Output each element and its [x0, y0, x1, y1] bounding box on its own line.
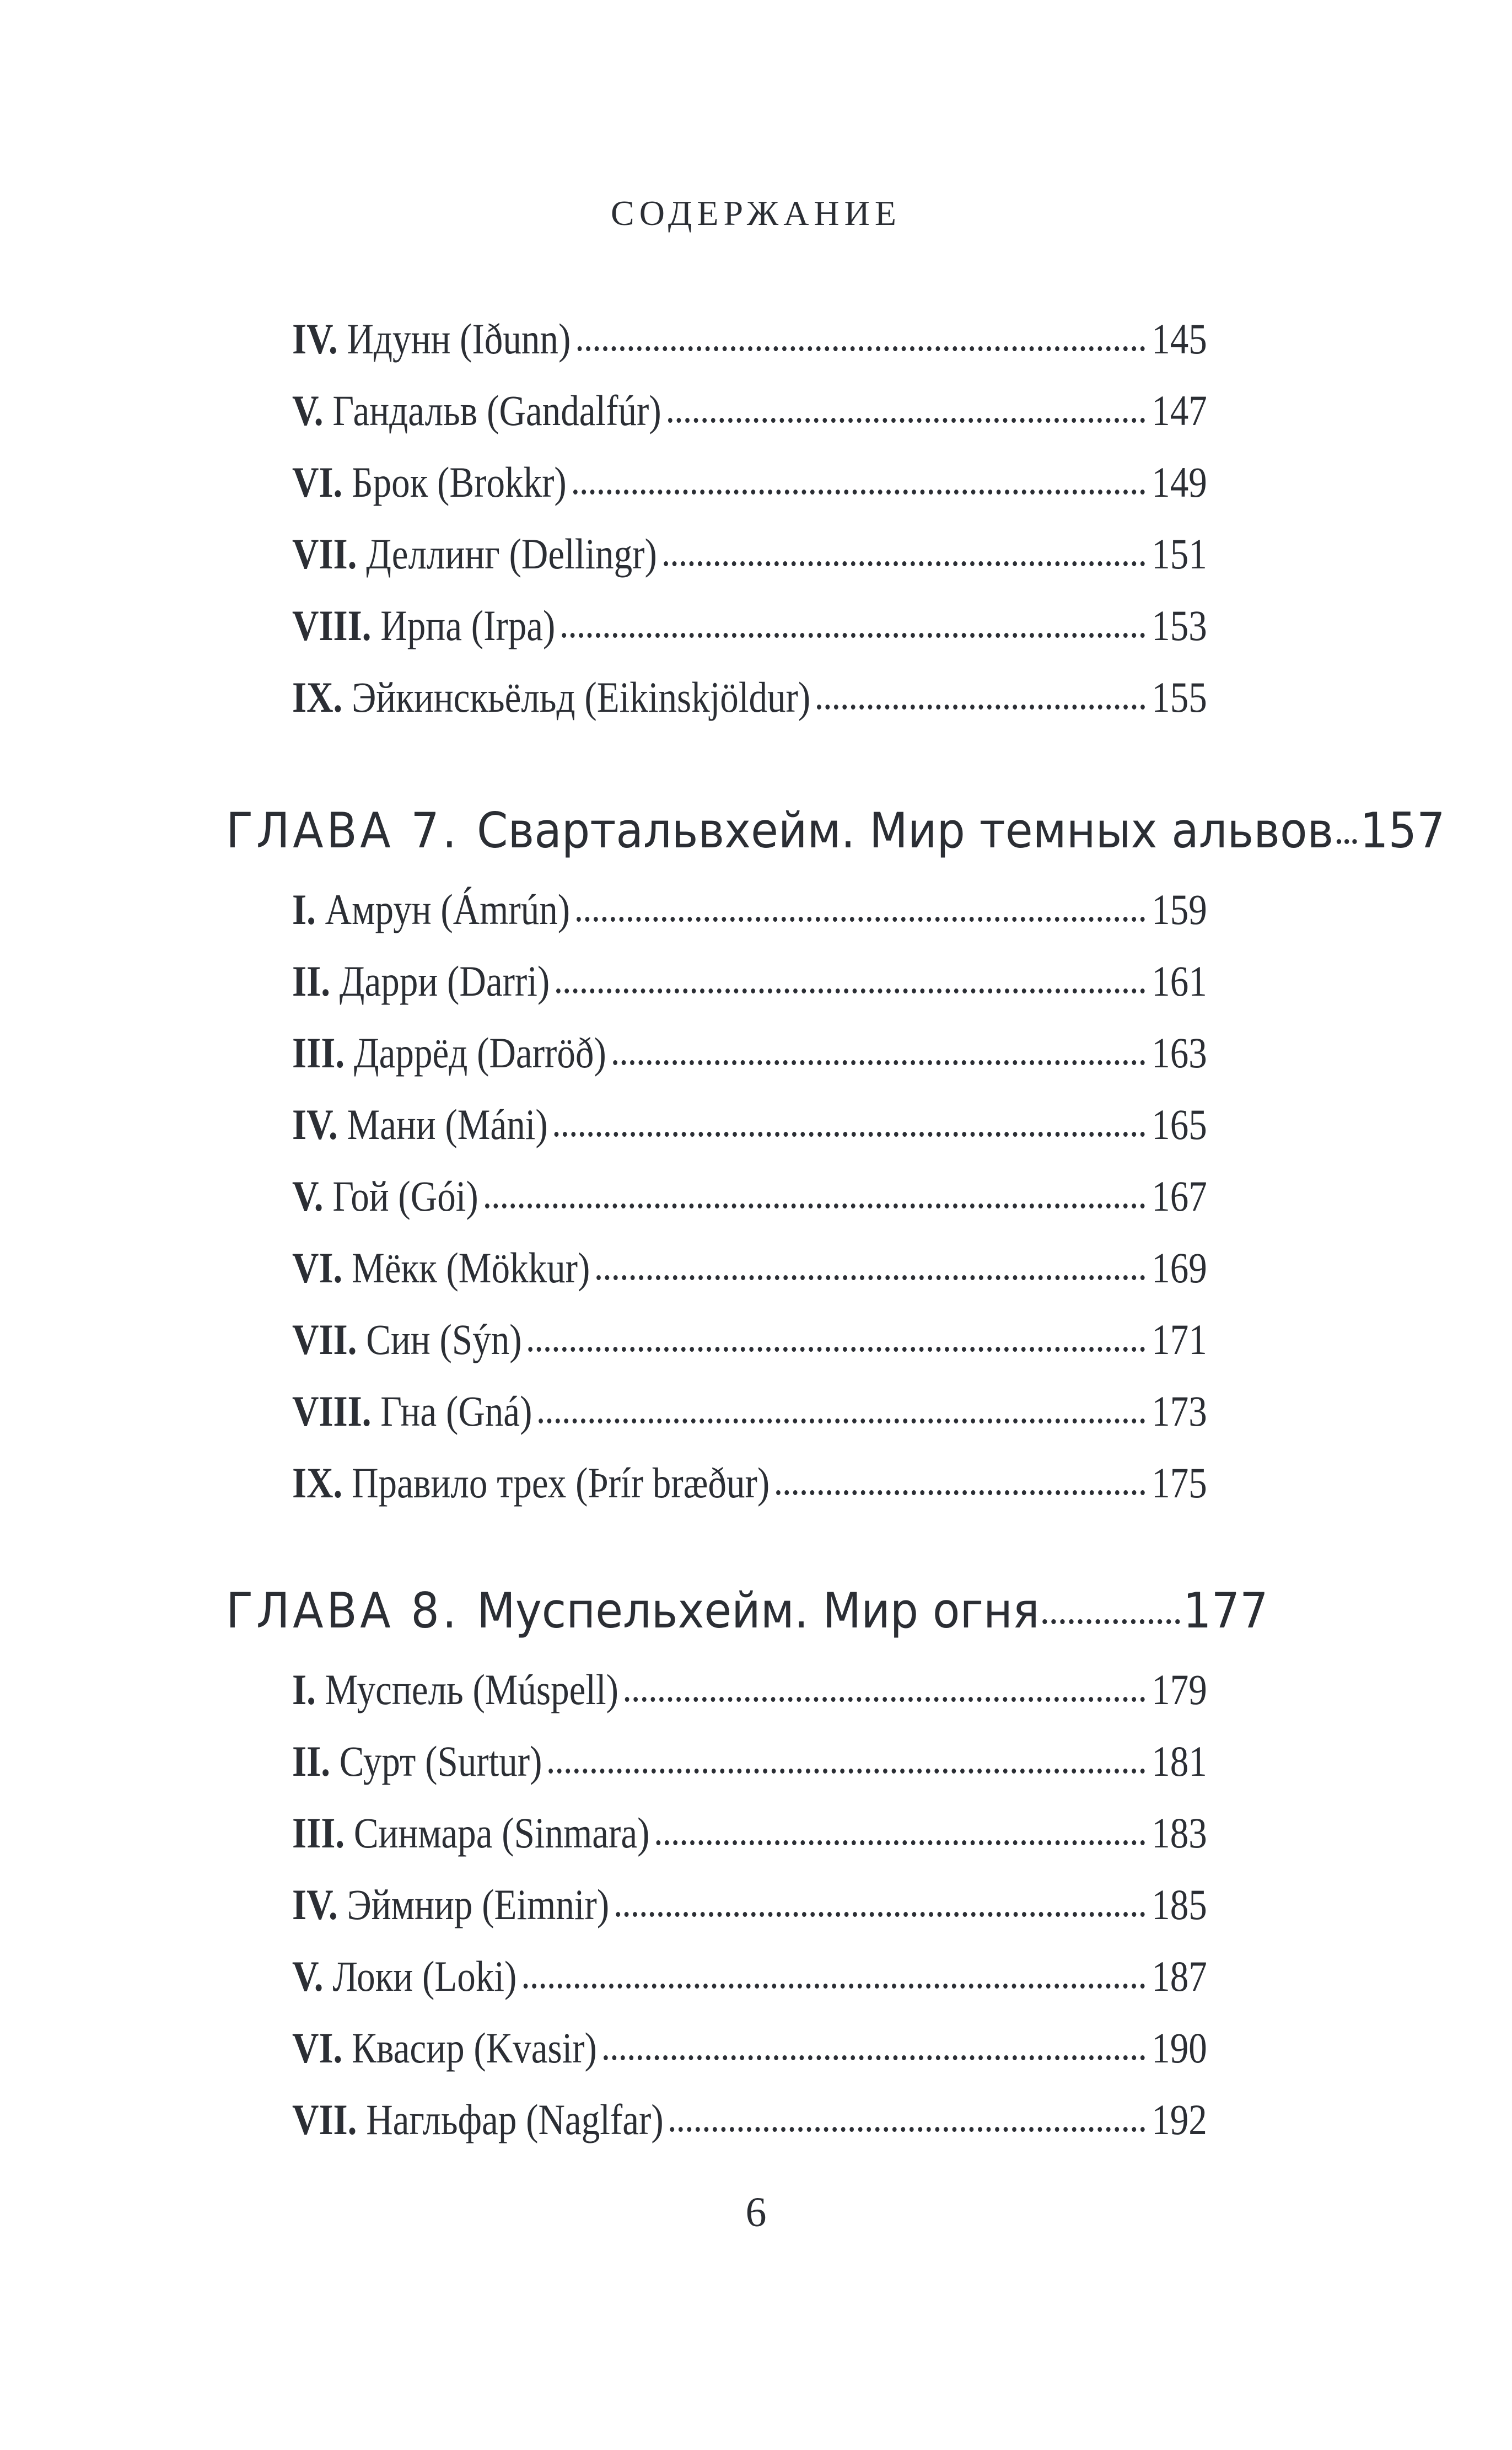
- entry-page: 179: [1152, 1665, 1207, 1713]
- dot-leader: [523, 1984, 1145, 1989]
- dot-leader: [668, 418, 1145, 423]
- toc-entry[interactable]: [292, 957, 1207, 1012]
- dot-leader: [625, 1697, 1145, 1702]
- entry-number: V.: [292, 1172, 324, 1220]
- entry-title: Правило трех (Þrír bræður): [352, 1459, 770, 1507]
- toc-entry[interactable]: [292, 314, 1207, 369]
- entry-page: 159: [1152, 885, 1207, 933]
- entry-title: Локи (Loki): [332, 1952, 517, 2000]
- dot-leader: [604, 2055, 1145, 2060]
- entry-number: II.: [292, 957, 330, 1005]
- dot-leader: [562, 633, 1145, 638]
- dot-leader: [596, 1275, 1145, 1280]
- entry-page: 149: [1152, 458, 1207, 506]
- running-head: СОДЕРЖАНИЕ: [611, 194, 901, 233]
- toc-entry[interactable]: [292, 1243, 1207, 1298]
- toc-entry[interactable]: [292, 386, 1207, 441]
- toc-entry[interactable]: [292, 1458, 1207, 1513]
- dot-leader: [573, 490, 1145, 495]
- entry-page: 163: [1152, 1029, 1207, 1077]
- entry-title: Деллинг (Dellingr): [366, 530, 657, 578]
- toc-entry[interactable]: [292, 1387, 1207, 1442]
- toc-entry[interactable]: [292, 1808, 1207, 1863]
- entry-page: 167: [1152, 1172, 1207, 1220]
- entry-number: VIII.: [292, 601, 372, 649]
- entry-title: Синмара (Sinmara): [353, 1809, 650, 1857]
- entry-number: VII.: [292, 530, 357, 578]
- chapter-title: Свартальвхейм. Мир темных альвов: [476, 802, 1334, 859]
- entry-page: 155: [1152, 673, 1207, 721]
- entry-title: Мёкк (Mökkur): [352, 1244, 590, 1292]
- dot-leader: [1337, 839, 1357, 844]
- entry-page: 169: [1152, 1244, 1207, 1292]
- dot-leader: [556, 988, 1145, 993]
- entry-title: Брок (Brokkr): [352, 458, 567, 506]
- entry-title: Гандальв (Gandalfúr): [332, 386, 661, 434]
- toc-entry[interactable]: [292, 1028, 1207, 1083]
- entry-title: Муспель (Múspell): [325, 1665, 619, 1713]
- dot-leader: [670, 2127, 1145, 2132]
- entry-page: 161: [1152, 957, 1207, 1005]
- entry-number: VI.: [292, 458, 343, 506]
- dot-leader: [485, 1203, 1145, 1208]
- dot-leader: [657, 1840, 1145, 1845]
- entry-page: 187: [1152, 1952, 1207, 2000]
- entry-number: III.: [292, 1029, 345, 1077]
- chapter-page: 157: [1360, 802, 1445, 859]
- chapter-title: Муспельхейм. Мир огня: [476, 1582, 1040, 1639]
- entry-title: Даррёд (Darröð): [353, 1029, 606, 1077]
- entry-number: VI.: [292, 2024, 343, 2072]
- entry-title: Дарри (Darri): [339, 957, 550, 1005]
- dot-leader: [529, 1347, 1145, 1352]
- entry-title: Гой (Gói): [332, 1172, 478, 1220]
- entry-page: 183: [1152, 1809, 1207, 1857]
- entry-title: Эймнир (Eimnir): [347, 1881, 610, 1928]
- page-number: 6: [745, 2189, 767, 2236]
- entry-title: Син (Sýn): [366, 1315, 522, 1363]
- entry-title: Сурт (Surtur): [339, 1737, 542, 1785]
- entry-page: 185: [1152, 1881, 1207, 1928]
- chapter-label: ГЛАВА 8.: [226, 1582, 460, 1639]
- entry-title: Нагльфар (Naglfar): [366, 2096, 664, 2143]
- entry-number: V.: [292, 1952, 324, 2000]
- entry-page: 192: [1152, 2096, 1207, 2143]
- toc-entry[interactable]: [292, 1952, 1207, 2007]
- entry-number: IV.: [292, 1881, 338, 1928]
- toc-entry[interactable]: [292, 1100, 1207, 1155]
- entry-page: 165: [1152, 1100, 1207, 1148]
- dot-leader: [549, 1769, 1145, 1774]
- entry-number: I.: [292, 1665, 316, 1713]
- dot-leader: [817, 705, 1145, 710]
- entry-page: 147: [1152, 386, 1207, 434]
- entry-number: IX.: [292, 1459, 343, 1507]
- dot-leader: [664, 561, 1145, 566]
- entry-number: VIII.: [292, 1387, 372, 1435]
- toc-entry[interactable]: [292, 885, 1207, 940]
- entry-title: Мани (Máni): [347, 1100, 548, 1148]
- entry-number: V.: [292, 386, 324, 434]
- dot-leader: [776, 1490, 1145, 1495]
- toc-entry[interactable]: [292, 1665, 1207, 1720]
- dot-leader: [555, 1132, 1145, 1137]
- entry-title: Ирпа (Irpa): [380, 601, 556, 649]
- entry-number: VII.: [292, 1315, 357, 1363]
- entry-page: 173: [1152, 1387, 1207, 1435]
- entry-number: II.: [292, 1737, 330, 1785]
- toc-entry[interactable]: [292, 1737, 1207, 1792]
- entry-title: Квасир (Kvasir): [352, 2024, 597, 2072]
- entry-title: Идунн (Iðunn): [347, 315, 571, 363]
- entry-title: Гна (Gná): [380, 1387, 532, 1435]
- entry-page: 181: [1152, 1737, 1207, 1785]
- entry-number: VI.: [292, 1244, 343, 1292]
- chapter-heading[interactable]: [226, 1582, 1268, 1648]
- dot-leader: [616, 1912, 1145, 1917]
- toc-entry[interactable]: [292, 673, 1207, 728]
- entry-number: IX.: [292, 673, 343, 721]
- toc-entry[interactable]: [292, 529, 1207, 584]
- entry-page: 151: [1152, 530, 1207, 578]
- entry-number: IV.: [292, 315, 338, 363]
- entry-title: Эйкинскьёльд (Eikinskjöldur): [352, 673, 811, 721]
- toc-entry[interactable]: [292, 1880, 1207, 1935]
- dot-leader: [613, 1060, 1145, 1065]
- chapter-label: ГЛАВА 7.: [226, 802, 460, 859]
- entry-page: 153: [1152, 601, 1207, 649]
- dot-leader: [539, 1419, 1145, 1423]
- chapter-heading[interactable]: [226, 802, 1445, 868]
- toc-entry[interactable]: [292, 1172, 1207, 1227]
- entry-number: IV.: [292, 1100, 338, 1148]
- chapter-page: 177: [1183, 1582, 1268, 1639]
- entry-number: VII.: [292, 2096, 357, 2143]
- toc-entry[interactable]: [292, 2095, 1207, 2150]
- toc-entry[interactable]: [292, 1315, 1207, 1370]
- entry-page: 175: [1152, 1459, 1207, 1507]
- dot-leader: [577, 917, 1145, 922]
- entry-number: III.: [292, 1809, 345, 1857]
- entry-page: 190: [1152, 2024, 1207, 2072]
- dot-leader: [1042, 1619, 1180, 1624]
- dot-leader: [577, 346, 1145, 351]
- entry-title: Амрун (Ámrún): [325, 885, 571, 933]
- toc-entry[interactable]: [292, 458, 1207, 513]
- entry-number: I.: [292, 885, 316, 933]
- entry-page: 145: [1152, 315, 1207, 363]
- entry-page: 171: [1152, 1315, 1207, 1363]
- toc-entry[interactable]: [292, 601, 1207, 656]
- toc-entry[interactable]: [292, 2023, 1207, 2078]
